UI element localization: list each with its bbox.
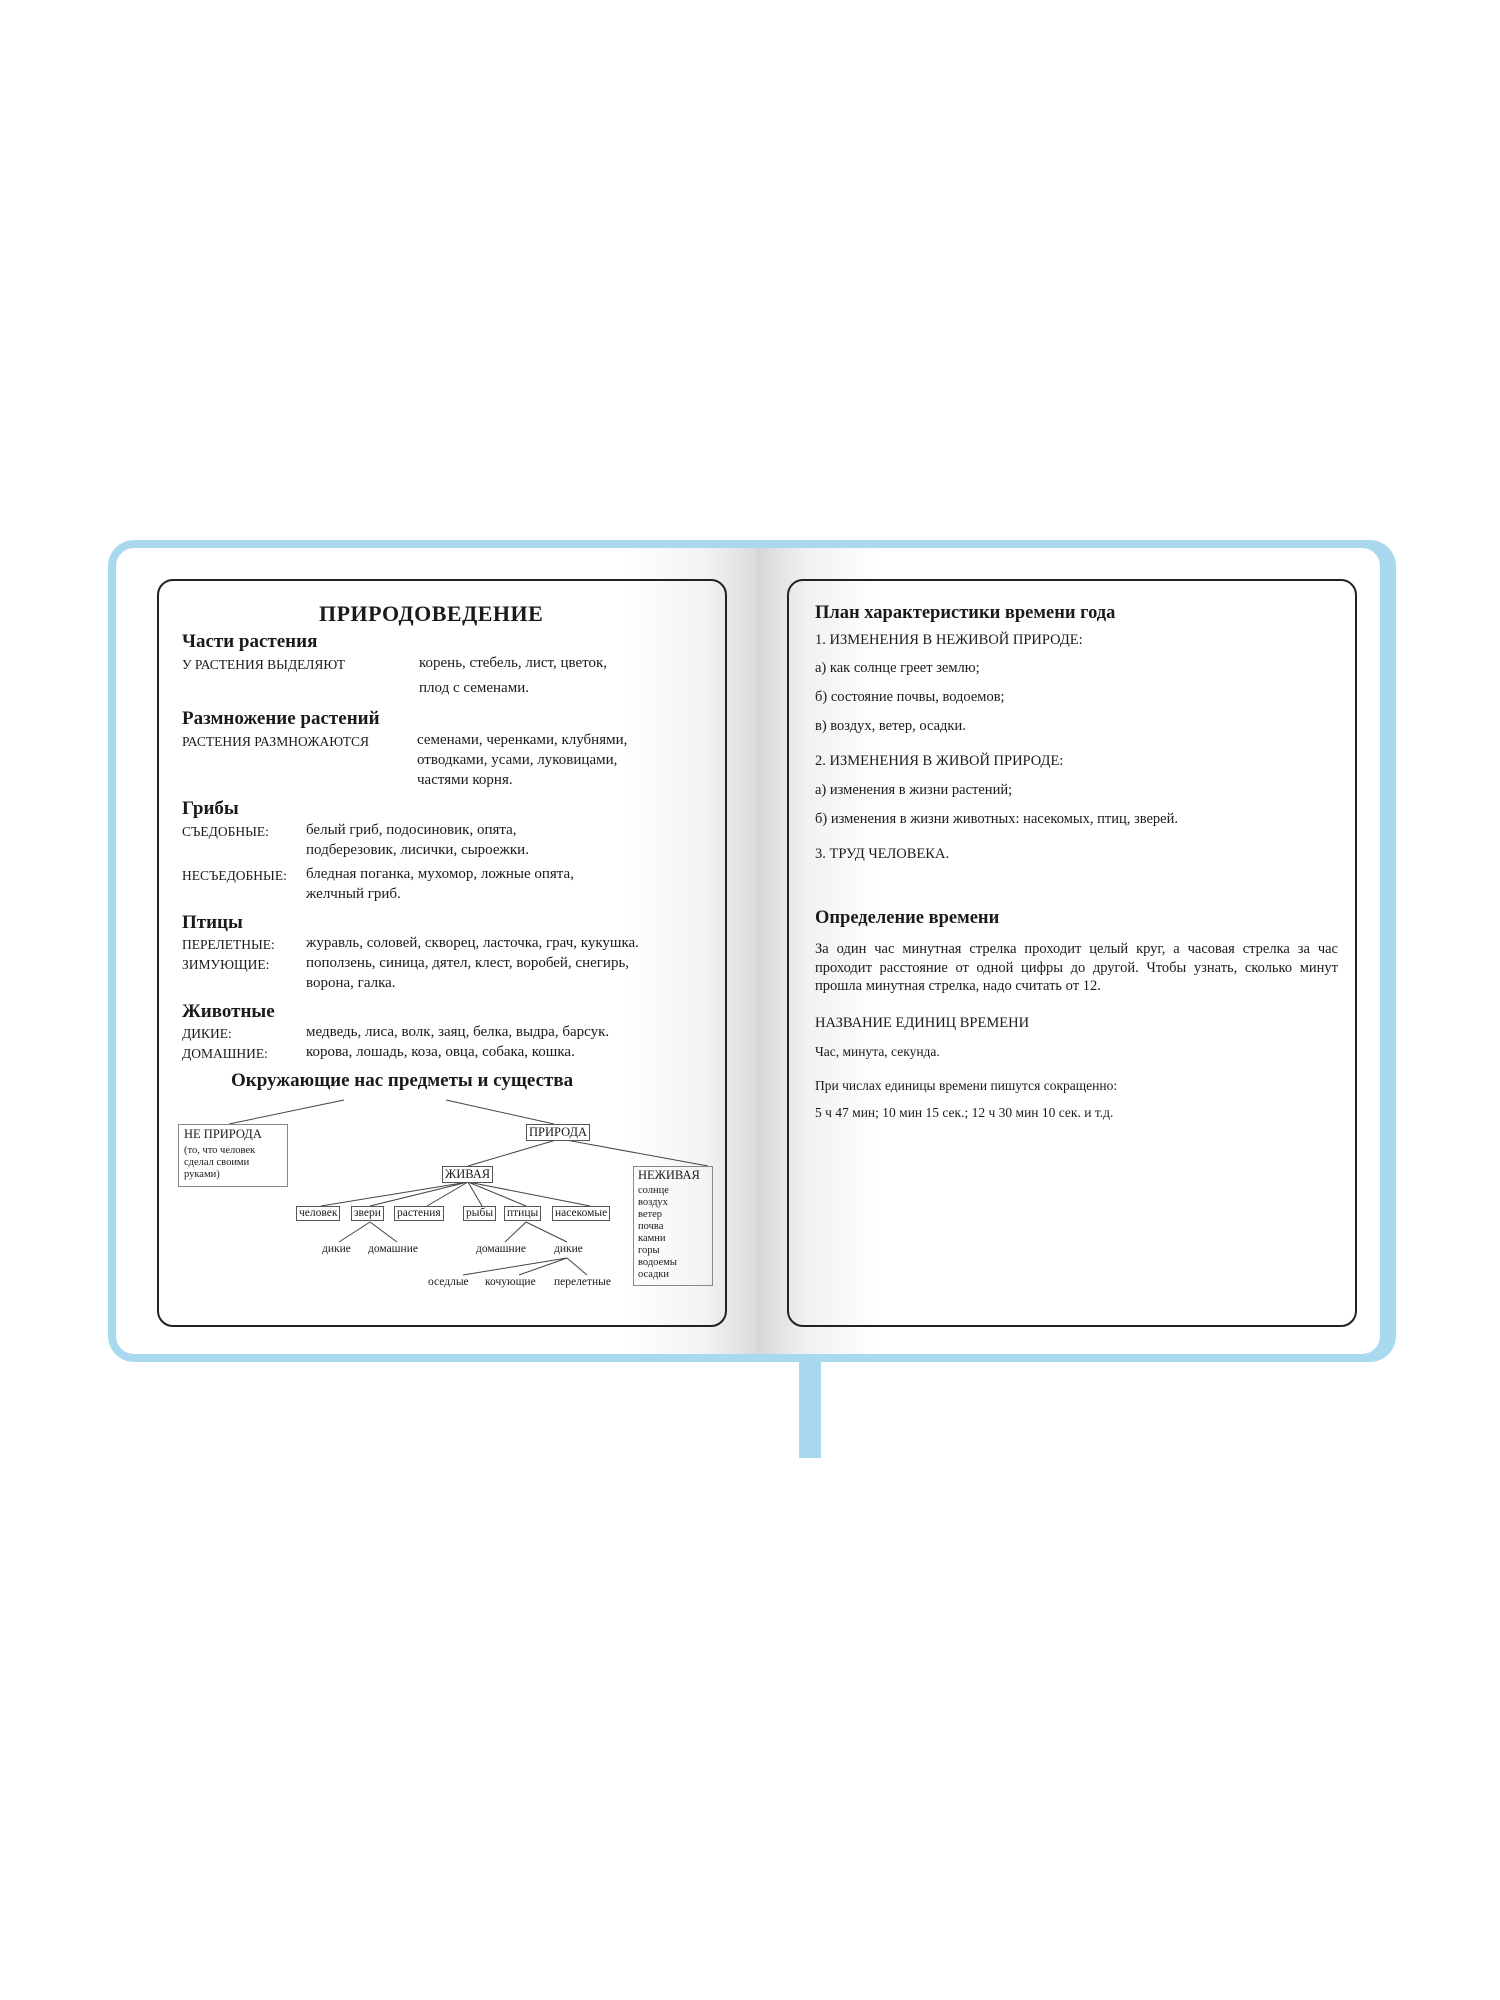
plan-item: а) изменения в жизни растений; bbox=[815, 782, 1013, 798]
living-item-node: насекомые bbox=[552, 1206, 610, 1221]
abbrev-examples: 5 ч 47 мин; 10 мин 15 сек.; 12 ч 30 мин 10 сек. и т.д. bbox=[815, 1105, 1114, 1120]
living-item-node: человек bbox=[296, 1206, 340, 1221]
section-heading: Окружающие нас предметы и существа bbox=[231, 1070, 574, 1091]
plan-item: б) состояние почвы, водоемов; bbox=[815, 689, 1005, 705]
birds-domestic: домашние bbox=[476, 1243, 526, 1255]
text-line: поползень, синица, дятел, клест, воробей, снегирь, bbox=[306, 955, 630, 971]
beasts-wild: дикие bbox=[322, 1243, 351, 1255]
plan-item: 1. ИЗМЕНЕНИЯ В НЕЖИВОЙ ПРИРОДЕ: bbox=[815, 632, 1083, 648]
text-line: ворона, галка. bbox=[306, 975, 396, 991]
section-label: ЗИМУЮЩИЕ: bbox=[182, 957, 270, 972]
plan-item: а) как солнце греет землю; bbox=[815, 660, 980, 676]
plan-item: 2. ИЗМЕНЕНИЯ В ЖИВОЙ ПРИРОДЕ: bbox=[815, 753, 1064, 769]
section-label: НЕСЪЕДОБНЫЕ: bbox=[182, 868, 287, 883]
nonliving-title: НЕЖИВАЯ bbox=[638, 1168, 700, 1182]
abbrev-note: При числах единицы времени пишутся сокращенно: bbox=[815, 1078, 1118, 1093]
text-line: бледная поганка, мухомор, ложные опята, bbox=[306, 866, 574, 882]
living-node: ЖИВАЯ bbox=[442, 1166, 493, 1183]
section-label: ДОМАШНИЕ: bbox=[182, 1046, 268, 1061]
nonliving-item: ветер bbox=[638, 1209, 663, 1220]
wild-birds-migratory: перелетные bbox=[554, 1276, 611, 1288]
nonliving-panel bbox=[633, 1166, 713, 1286]
nonliving-item: солнце bbox=[638, 1185, 669, 1196]
not-nature-desc-line: руками) bbox=[184, 1169, 220, 1180]
section-heading: Животные bbox=[182, 1001, 275, 1022]
wild-birds-nomadic: кочующие bbox=[485, 1276, 536, 1288]
section-label: У РАСТЕНИЯ ВЫДЕЛЯЮТ bbox=[182, 657, 346, 672]
text-line: частями корня. bbox=[417, 772, 513, 788]
season-plan-heading: План характеристики времени года bbox=[815, 603, 1116, 623]
text-line: плод с семенами. bbox=[419, 680, 529, 696]
page-title: ПРИРОДОВЕДЕНИЕ bbox=[319, 601, 544, 626]
text-line: корень, стебель, лист, цветок, bbox=[419, 655, 608, 671]
plan-item: 3. ТРУД ЧЕЛОВЕКА. bbox=[815, 846, 950, 862]
section-heading: Грибы bbox=[182, 798, 239, 819]
not-nature-title: НЕ ПРИРОДА bbox=[184, 1127, 262, 1141]
nonliving-item: осадки bbox=[638, 1269, 670, 1280]
text-line: журавль, соловей, скворец, ласточка, грач, кукушка. bbox=[306, 935, 639, 951]
section-heading: Размножение растений bbox=[182, 708, 380, 729]
units-heading: НАЗВАНИЕ ЕДИНИЦ ВРЕМЕНИ bbox=[815, 1015, 1030, 1031]
text-line: подберезовик, лисички, сыроежки. bbox=[306, 842, 529, 858]
living-item-node: птицы bbox=[504, 1206, 541, 1221]
beasts-domestic: домашние bbox=[368, 1243, 418, 1255]
section-label: СЪЕДОБНЫЕ: bbox=[182, 824, 269, 839]
living-item-node: растения bbox=[394, 1206, 444, 1221]
section-heading: Части растения bbox=[182, 631, 318, 652]
left-page bbox=[116, 548, 756, 1354]
not-nature-panel bbox=[178, 1124, 288, 1187]
text-line: корова, лошадь, коза, овца, собака, кошка. bbox=[306, 1044, 575, 1060]
section-heading: Птицы bbox=[182, 912, 243, 933]
not-nature-desc-line: сделал своими bbox=[184, 1157, 250, 1168]
plan-item: б) изменения в жизни животных: насекомых, птиц, зверей. bbox=[815, 811, 1178, 827]
text-line: медведь, лиса, волк, заяц, белка, выдра, барсук. bbox=[306, 1024, 610, 1040]
section-label: ДИКИЕ: bbox=[182, 1026, 232, 1041]
section-label: ПЕРЕЛЕТНЫЕ: bbox=[182, 937, 275, 952]
nature-node: ПРИРОДА bbox=[526, 1124, 590, 1141]
text-line: белый гриб, подосиновик, опята, bbox=[306, 822, 517, 838]
nonliving-item: камни bbox=[638, 1233, 666, 1244]
nonliving-item: горы bbox=[638, 1245, 660, 1256]
section-label: РАСТЕНИЯ РАЗМНОЖАЮТСЯ bbox=[182, 734, 369, 749]
time-heading: Определение времени bbox=[815, 908, 1000, 928]
right-page bbox=[756, 548, 1380, 1354]
plan-item: в) воздух, ветер, осадки. bbox=[815, 718, 966, 734]
bookmark-ribbon bbox=[799, 1354, 821, 1458]
units-text: Час, минута, секунда. bbox=[815, 1044, 940, 1059]
living-item-node: звери bbox=[351, 1206, 384, 1221]
time-paragraph: За один час минутная стрелка проходит целый круг, а часовая стрелка за час проходит расстояние от одной цифры до другой. Чтобы узнать, сколько минут прошла минутная стрелка, надо считать от 12. bbox=[815, 941, 1338, 994]
text-line: желчный гриб. bbox=[306, 886, 401, 902]
text-line: отводками, усами, луковицами, bbox=[417, 752, 618, 768]
nonliving-item: водоемы bbox=[638, 1257, 677, 1268]
living-item-node: рыбы bbox=[463, 1206, 496, 1221]
nonliving-item: почва bbox=[638, 1221, 664, 1232]
not-nature-desc-line: (то, что человек bbox=[184, 1145, 256, 1156]
wild-birds-sedentary: оседлые bbox=[428, 1276, 469, 1288]
text-line: семенами, черенками, клубнями, bbox=[417, 732, 628, 748]
nonliving-item: воздух bbox=[638, 1197, 668, 1208]
birds-wild: дикие bbox=[554, 1243, 583, 1255]
